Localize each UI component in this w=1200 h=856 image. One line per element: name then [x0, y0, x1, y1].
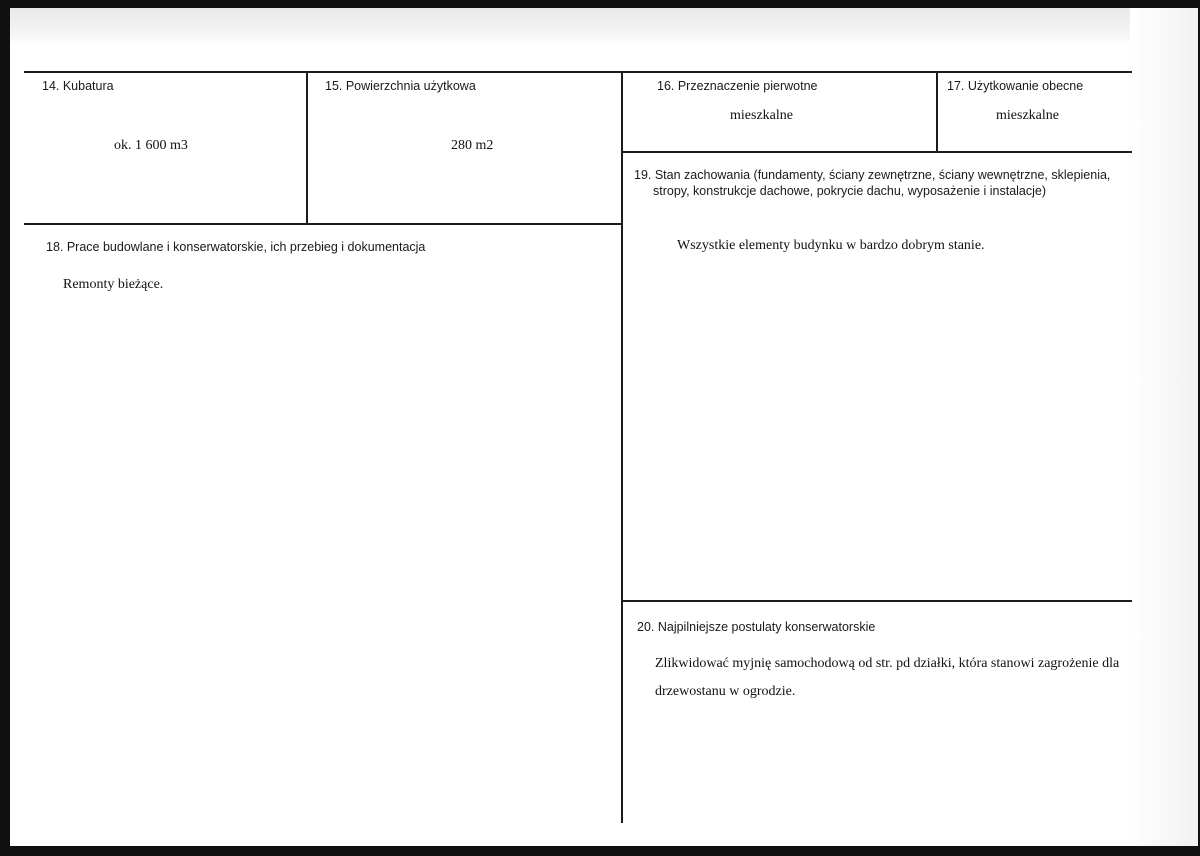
divider-19-20	[621, 600, 1132, 602]
field-19-label-line1: 19. Stan zachowania (fundamenty, ściany zewnętrzne, ściany wewnętrzne, sklepienia,	[634, 168, 1111, 182]
field-14-label: 14. Kubatura	[42, 79, 114, 93]
field-20-label: 20. Najpilniejsze postulaty konserwatorskie	[637, 620, 876, 634]
field-17-label: 17. Użytkowanie obecne	[947, 79, 1084, 93]
scan-shadow-top	[10, 8, 1198, 44]
field-19-value: Wszystkie elementy budynku w bardzo dobrym stanie.	[677, 238, 985, 253]
field-18-value: Remonty bieżące.	[63, 277, 164, 292]
form-top-border	[24, 71, 1132, 73]
field-18-label: 18. Prace budowlane i konserwatorskie, ich przebieg i dokumentacja	[46, 240, 426, 254]
field-16-value: mieszkalne	[730, 108, 793, 123]
divider-14-15	[306, 71, 308, 225]
divider-14-18	[24, 223, 623, 225]
field-19-label-line2: stropy, konstrukcje dachowe, pokrycie dachu, wyposażenie i instalacje)	[653, 184, 1047, 198]
field-20-value-line1: Zlikwidować myjnię samochodową od str. pd działki, która stanowi zagrożenie dla	[655, 656, 1120, 671]
field-20-value-area	[621, 648, 1132, 718]
form-sheet	[10, 8, 1198, 846]
scan-shadow-right	[1130, 8, 1198, 846]
field-14-value: ok. 1 600 m3	[114, 138, 188, 153]
field-16-label: 16. Przeznaczenie pierwotne	[657, 79, 818, 93]
divider-16-17	[936, 71, 938, 153]
field-20-value-line2: drzewostanu w ogrodzie.	[655, 684, 796, 699]
field-15-label: 15. Powierzchnia użytkowa	[325, 79, 476, 93]
field-15-value: 280 m2	[451, 138, 494, 153]
divider-16-19	[621, 151, 1132, 153]
field-17-value: mieszkalne	[996, 108, 1059, 123]
